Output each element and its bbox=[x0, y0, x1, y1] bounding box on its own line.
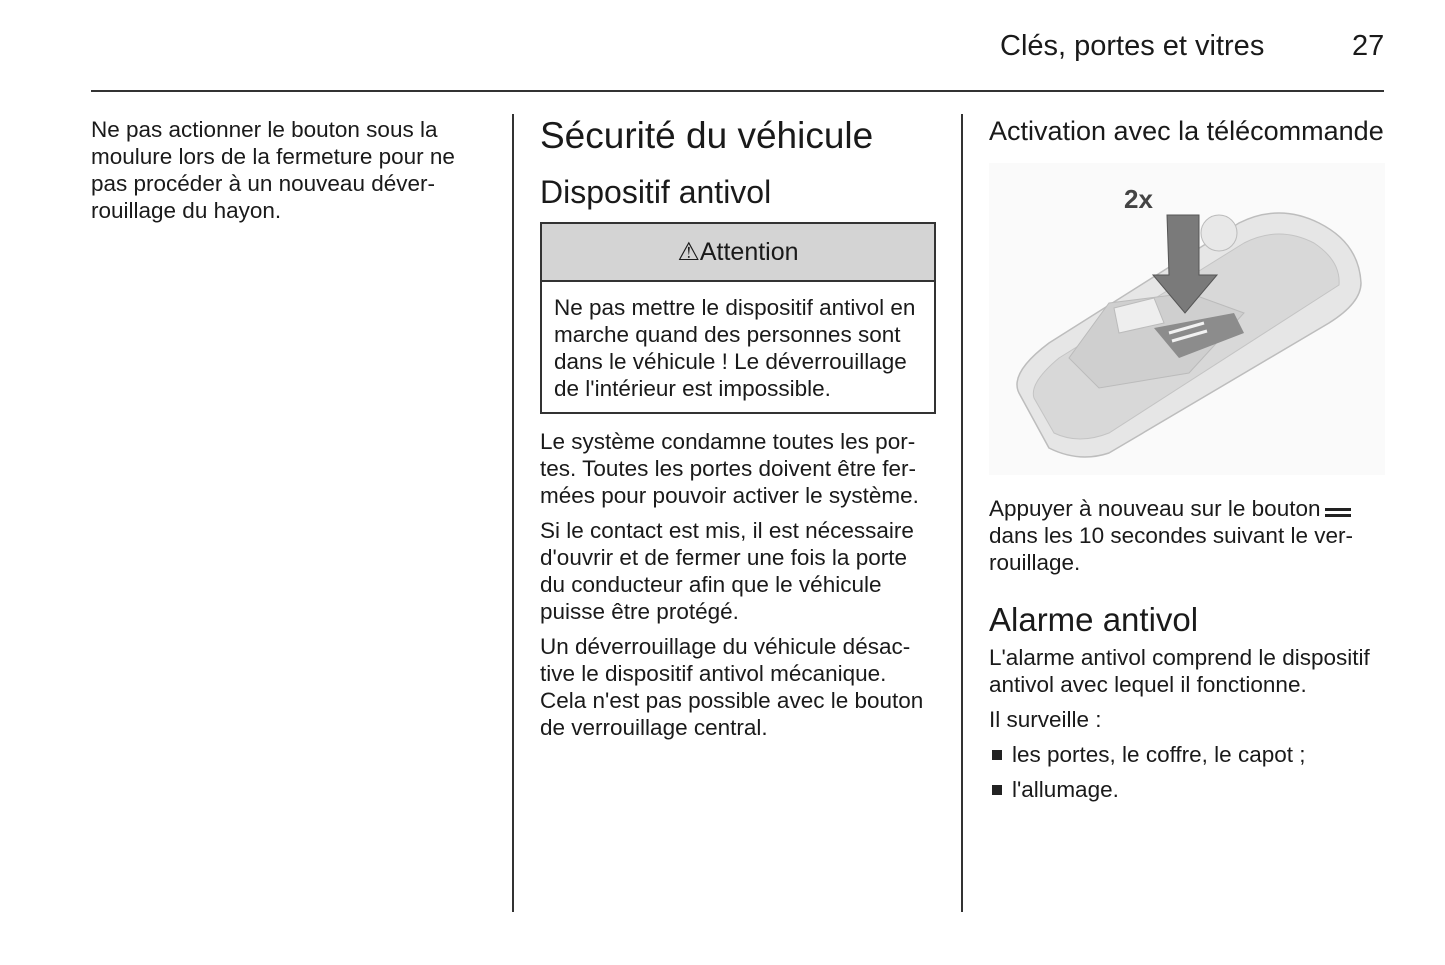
warning-triangle-icon: ⚠ bbox=[677, 238, 700, 266]
subsection-heading: Activation avec la télécommande bbox=[989, 116, 1384, 146]
paragraph: Il surveille : bbox=[989, 707, 1102, 732]
page-number: 27 bbox=[1352, 30, 1385, 62]
press-count-label: 2x bbox=[1124, 184, 1153, 214]
warning-box bbox=[540, 222, 936, 414]
page-header-title: Clés, portes et vitres bbox=[1000, 30, 1265, 62]
key-fob-illustration bbox=[989, 163, 1385, 475]
paragraph: Un déverrouillage du véhicule désactive le dispositif antivol mécanique. Cela n'est pas possible avec le bouton de verrouillage central. bbox=[540, 634, 924, 740]
warning-header bbox=[542, 224, 934, 282]
paragraph: L'alarme antivol comprend le dispositif antivol avec lequel il fonctionne. bbox=[989, 645, 1370, 697]
monitored-list bbox=[989, 741, 1385, 803]
list-item: les portes, le coffre, le capot ; bbox=[989, 741, 1385, 768]
paragraph: Si le contact est mis, il est nécessaire d'ouvrir et de fermer une fois la porte du conducteur afin que le véhicule puisse être protégé. bbox=[540, 518, 914, 624]
paragraph: Le système condamne toutes les portes. Toutes les portes doivent être fermées pour pouvoir activer le système. bbox=[540, 429, 919, 508]
lock-button-icon bbox=[1325, 508, 1351, 517]
column-divider bbox=[512, 114, 514, 912]
warning-heading: Attention bbox=[699, 238, 799, 266]
column-divider bbox=[961, 114, 963, 912]
section-title: Sécurité du véhicule bbox=[540, 115, 874, 156]
paragraph: Ne pas actionner le bouton sous la moulure lors de la fermeture pour ne pas procéder à un nouveau déverrouillage du hayon. bbox=[91, 117, 455, 223]
column-right bbox=[989, 116, 1385, 811]
column-left bbox=[91, 116, 491, 232]
column-middle bbox=[540, 116, 936, 749]
alarm-section-title: Alarme antivol bbox=[989, 601, 1199, 638]
section-subtitle: Dispositif antivol bbox=[540, 174, 772, 210]
warning-body: Ne pas mettre le dispositif antivol en marche quand des personnes sont dans le véhicule ! Le déverrouillage de l'intérieur est impossible. bbox=[554, 295, 916, 401]
paragraph: Appuyer à nouveau sur le bouton dans les 10 secondes suivant le verrouillage. bbox=[989, 496, 1353, 575]
header-divider bbox=[91, 90, 1384, 92]
list-item: l'allumage. bbox=[989, 776, 1385, 803]
